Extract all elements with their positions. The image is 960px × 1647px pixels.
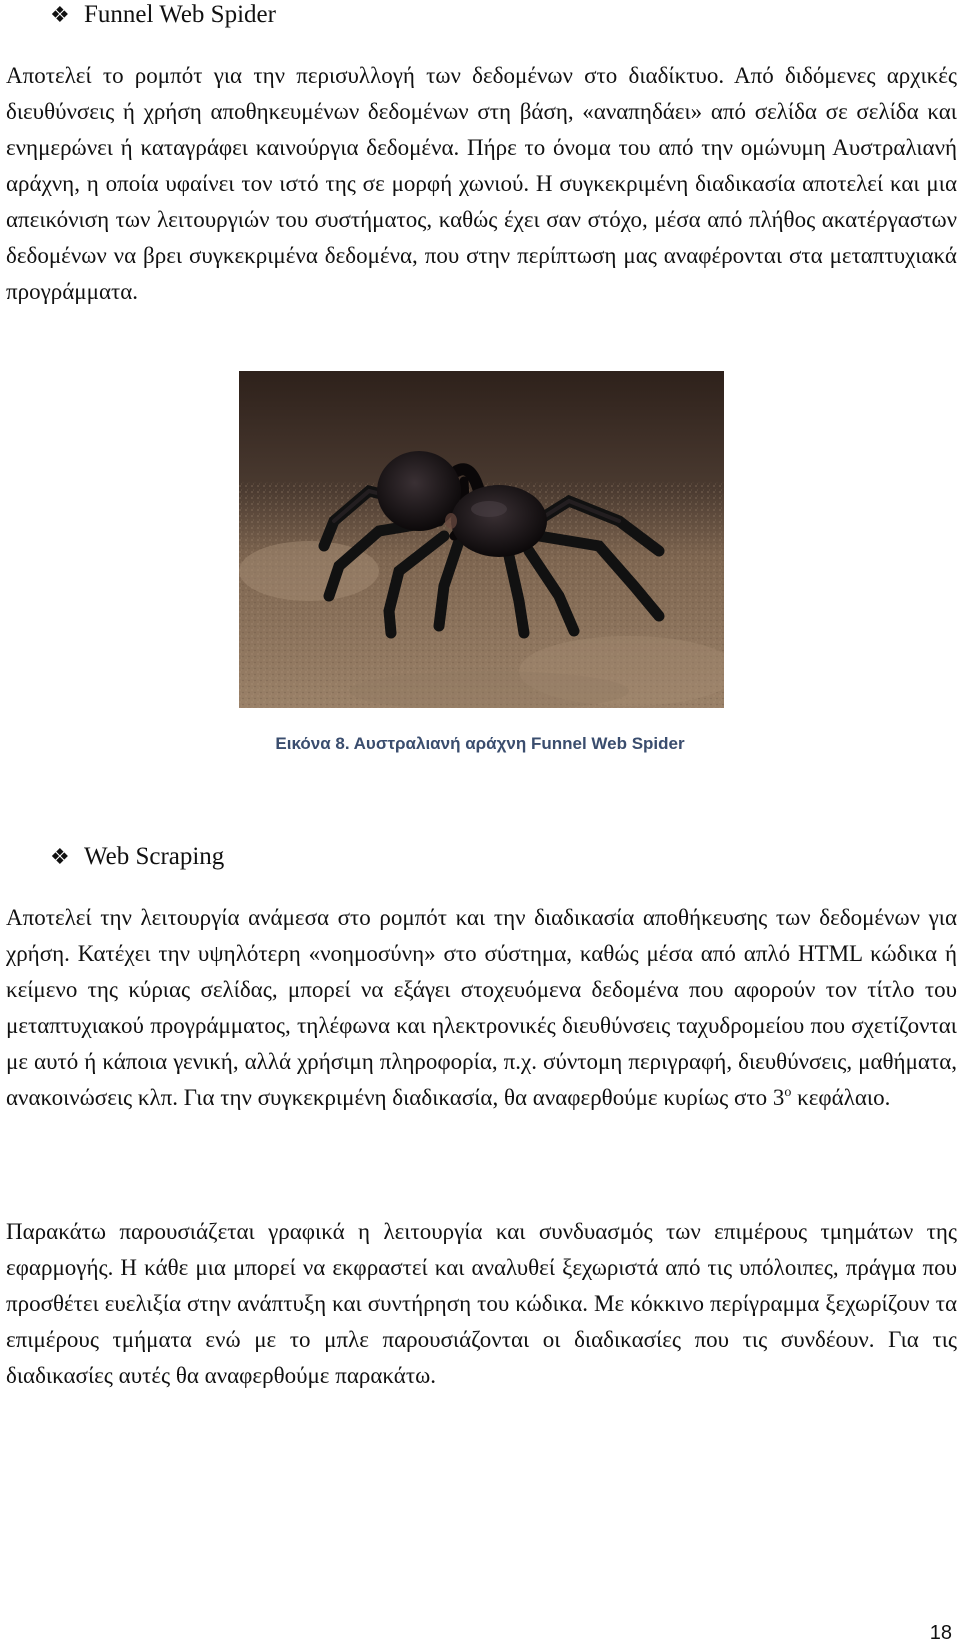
diamond-bullet-icon: ❖ <box>50 845 70 870</box>
diamond-bullet-icon: ❖ <box>50 3 70 28</box>
section-heading-text: Web Scraping <box>84 843 225 870</box>
web-scraping-paragraph <box>6 900 957 1116</box>
section-heading-web-scraping <box>50 842 224 873</box>
spider-photo-illustration <box>239 371 724 708</box>
spider-photo <box>239 371 724 708</box>
page-number: 18 <box>929 1622 952 1644</box>
application-overview-paragraph: Παρακάτω παρουσιάζεται γραφικά η λειτουργία και συνδυασμός των επιμέρους τμημάτων της εφαρμογής. Η κάθε μια μπορεί να εκφραστεί και αναλυθεί ξεχωριστά από τις υπόλοιπες, πράγμα που προσθέτει ευελιξία στην ανάπτυξη και συντήρηση του κώδικα. Με κόκκινο περίγραμμα ξεχωρίζουν τα επιμέρους τμήματα ενώ με το μπλε παρουσιάζονται οι διαδικασίες που τις συνδέουν. Για τις διαδικασίες αυτές θα αναφερθούμε παρακάτω. <box>6 1219 957 1388</box>
section-heading-funnel-web-spider <box>50 0 276 31</box>
superscript-ordinal: ο <box>784 1085 792 1100</box>
funnel-web-spider-paragraph: Αποτελεί το ρομπότ για την περισυλλογή των δεδομένων στο διαδίκτυο. Από διδόμενες αρχικές διευθύνσεις ή χρήση αποθηκευμένων δεδομένων στη βάση, «αναπηδάει» από σελίδα σε σελίδα και ενημερώνει ή καταγράφει καινούργια δεδομένα. Πήρε το όνομα του από την ομώνυμη Αυστραλιανή αράχνη, η οποία υφαίνει τον ιστό της σε μορφή χωνιού. Η συγκεκριμένη διαδικασία αποτελεί και μια απεικόνιση των λειτουργιών του συστήματος, καθώς έχει σαν στόχο, μέσα από πλήθος ακατέργαστων δεδομένων να βρει συγκεκριμένα δεδομένα, που στην περίπτωση μας αναφέρονται στα μεταπτυχιακά προγράμματα. <box>6 63 957 304</box>
web-scraping-paragraph-tail: κεφάλαιο. <box>791 1085 891 1110</box>
section-heading-text: Funnel Web Spider <box>84 1 276 28</box>
web-scraping-paragraph-main: Αποτελεί την λειτουργία ανάμεσα στο ρομπότ και την διαδικασία αποθήκευσης των δεδομένων για χρήση. Κατέχει την υψηλότερη «νοημοσύνη» στο σύστημα, καθώς μέσα από απλό HTML κώδικα ή κείμενο της κύριας σελίδας, μπορεί να εξάγει στοχευόμενα δεδομένα που αφορούν τον τίτλο του μεταπτυχιακού προγράμματος, τηλέφωνα και ηλεκτρονικές διευθύνσεις ταχυδρομείου που σχετίζονται με αυτό ή κάποια γενική, αλλά χρήσιμη πληροφορία, π.χ. σύντομη περιγραφή, διευθύνσεις, μαθήματα, ανακοινώσεις κλπ. Για την συγκεκριμένη διαδικασία, θα αναφερθούμε κυρίως στο 3 <box>6 905 957 1110</box>
figure-caption: Εικόνα 8. Αυστραλιανή αράχνη Funnel Web Spider <box>275 734 685 753</box>
